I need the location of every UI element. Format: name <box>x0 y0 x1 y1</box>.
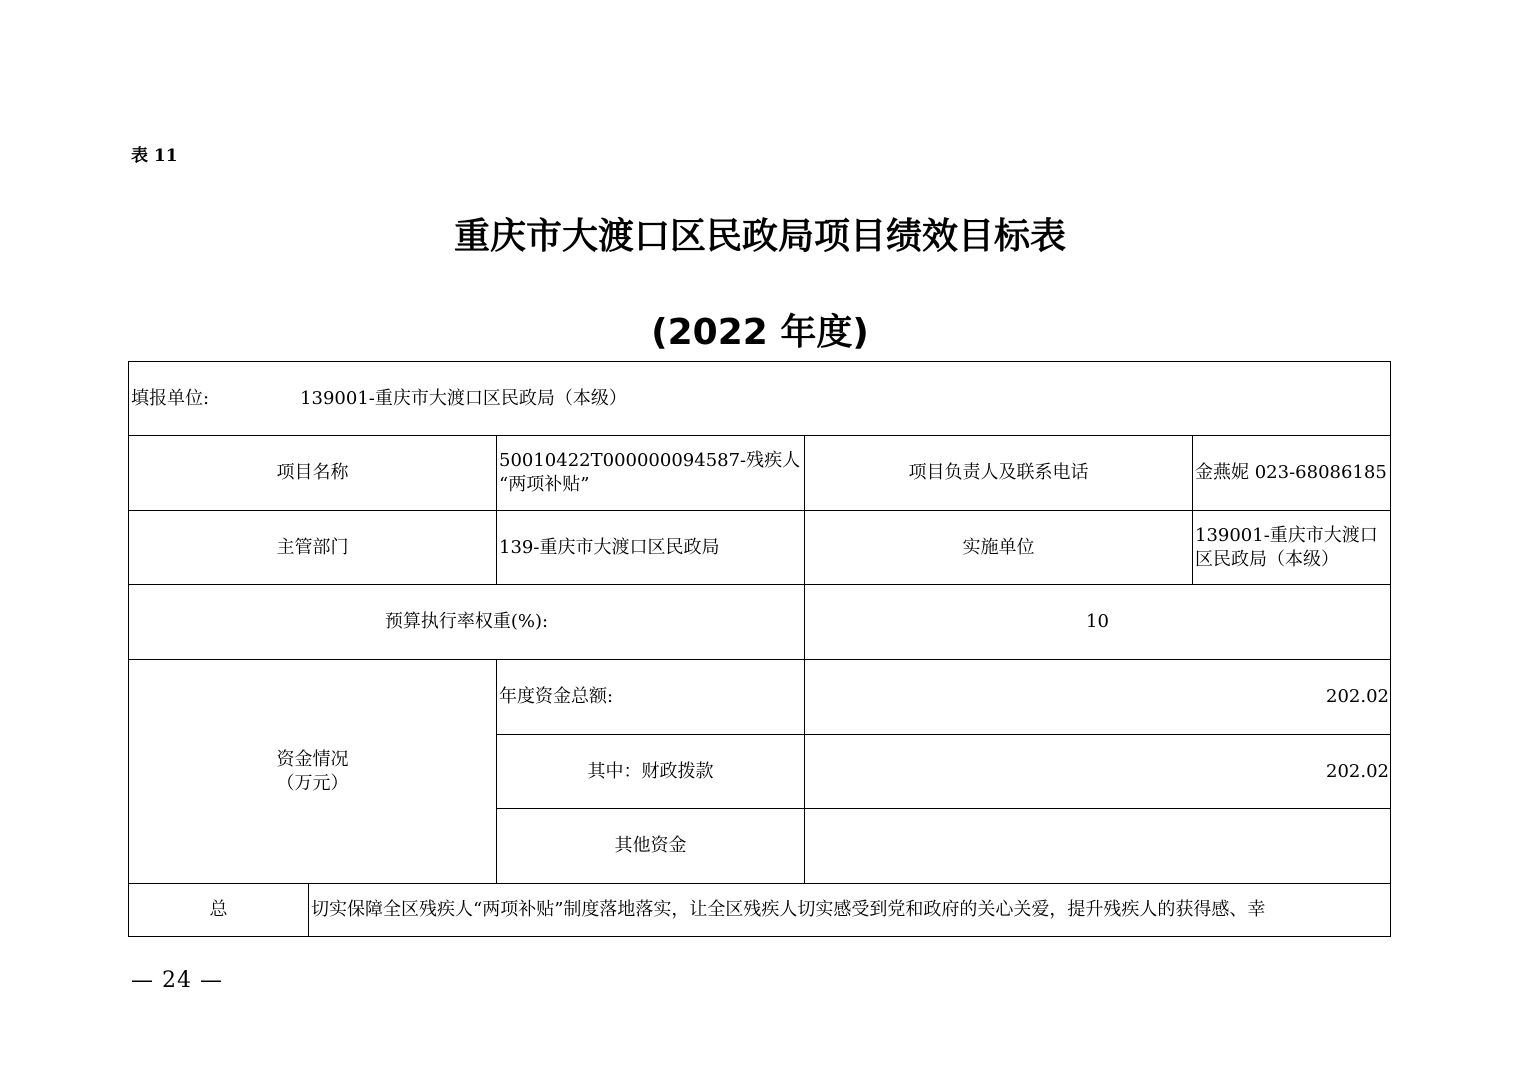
page-subtitle-year: (2022 年度) <box>651 312 869 353</box>
performance-table <box>128 361 1391 937</box>
table-number: 表 11 <box>131 146 178 166</box>
goal-text: 切实保障全区残疾人“两项补贴”制度落地落实，让全区残疾人切实感受到党和政府的关心关爱，提升残疾人的获得感、幸 <box>308 883 1391 937</box>
filler-value: 139001-重庆市大渡口区民政局（本级） <box>300 387 627 409</box>
goal-label: 总 <box>128 883 309 937</box>
budget-value: 10 <box>804 584 1391 660</box>
funds-fiscal-value: 202.02 <box>804 734 1391 809</box>
filler-label: 填报单位: <box>131 387 210 409</box>
filler-row <box>128 361 1391 436</box>
funds-label-line2: （万元） <box>276 772 349 794</box>
funds-label <box>128 659 497 884</box>
project-name-label: 项目名称 <box>128 435 497 511</box>
contact-value: 金燕妮 023-68086185 <box>1192 435 1391 511</box>
project-name-line2: “两项补贴” <box>499 474 590 495</box>
impl-line1: 139001-重庆市大渡口 <box>1195 524 1378 546</box>
funds-fiscal-label: 其中：财政拨款 <box>496 734 805 809</box>
page-number: — 24 — <box>131 968 223 993</box>
page-title: 重庆市大渡口区民政局项目绩效目标表 <box>453 216 1066 257</box>
budget-label: 预算执行率权重(%): <box>128 584 805 660</box>
dept-label: 主管部门 <box>128 510 497 585</box>
contact-label: 项目负责人及联系电话 <box>804 435 1193 511</box>
impl-line2: 区民政局（本级） <box>1195 548 1339 570</box>
project-name-value <box>496 435 805 511</box>
funds-other-value <box>804 808 1391 884</box>
project-name-line1: 50010422T000000094587-残疾人 <box>499 450 801 471</box>
funds-other-label: 其他资金 <box>496 808 805 884</box>
funds-total-value: 202.02 <box>804 659 1391 735</box>
funds-label-line1: 资金情况 <box>276 748 349 770</box>
impl-value <box>1192 510 1391 585</box>
impl-label: 实施单位 <box>804 510 1193 585</box>
funds-total-label: 年度资金总额: <box>496 659 805 735</box>
dept-value: 139-重庆市大渡口区民政局 <box>496 510 805 585</box>
